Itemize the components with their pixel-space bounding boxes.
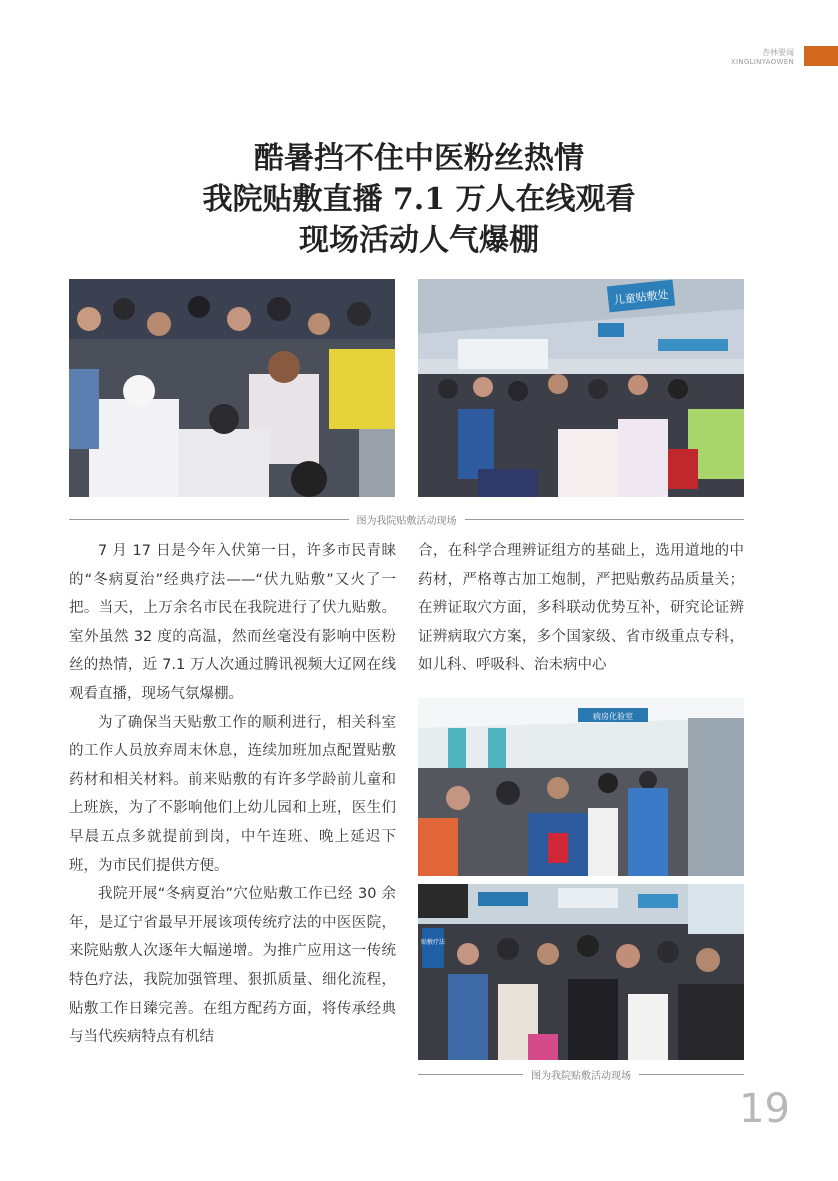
photo-caption-top (69, 511, 744, 527)
section-color-bar (804, 46, 838, 66)
caption-rule-left (69, 519, 349, 520)
photo-caption-bottom (418, 1066, 744, 1082)
lobby-banner: 贴敷疗法 (420, 939, 446, 946)
caption-rule-right (465, 519, 745, 520)
caption-text: 图为我院贴敷活动现场 (531, 1070, 631, 1082)
section-header (731, 48, 794, 67)
section-name-cn: 杏林要闻 (762, 48, 794, 57)
title-line-1: 酷暑挡不住中医粉丝热情 (254, 141, 584, 176)
article-body-right (418, 537, 744, 680)
article-body-left (69, 537, 396, 1052)
photo-crowd-nurses (69, 279, 395, 497)
paragraph-1: 7 月 17 日是今年入伏第一日，许多市民青睐的“冬病夏治”经典疗法——“伏九贴敷”又火了一把。当天，上万余名市民在我院进行了伏九贴敷。室外虽然 32 度的高温，然而丝毫没有影响中医粉丝的热情，近 7.1 万人次通过腾讯视频大辽网在线观看直播，现场气氛爆棚。 (69, 543, 396, 702)
photo-corridor-queue (418, 698, 744, 876)
paragraph-3: 我院开展“冬病夏治”穴位贴敷工作已经 30 余年，是辽宁省最早开展该项传统疗法的中医医院，来院贴敷人次逐年大幅递增。为推广应用这一传统特色疗法，我院加强管理、狠抓质量、细化流程，贴敷工作日臻完善。在组方配药方面，将传承经典与当代疾病特点有机结 (69, 886, 396, 1046)
paragraph-2: 为了确保当天贴敷工作的顺利进行，相关科室的工作人员放弃周末休息，连续加班加点配置贴敷药材和相关材料。前来贴敷的有许多学龄前儿童和上班族，为了不影响他们上幼儿园和上班，医生们早晨五点多就提前到岗，中午连班、晚上延迟下班，为市民们提供方便。 (69, 714, 396, 874)
section-name-en: XINGLINYAOWEN (730, 58, 794, 67)
corridor-sign: 病房化验室 (593, 712, 633, 721)
page-number: 19 (739, 1086, 790, 1132)
caption-rule-right (639, 1074, 744, 1075)
title-line-2: 我院贴敷直播 7.1 万人在线观看 (202, 182, 636, 217)
paragraph-4: 合，在科学合理辨证组方的基础上，选用道地的中药材，严格尊古加工炮制，严把贴敷药品质量关；在辨证取穴方面，多科联动优势互补，研究论证辨证辨病取穴方案，多个国家级、省市级重点专科，如儿科、呼吸科、治未病中心 (418, 543, 744, 674)
caption-text: 图为我院贴敷活动现场 (356, 515, 457, 527)
caption-rule-left (418, 1074, 523, 1075)
photo-children-clinic (418, 279, 744, 497)
article-title (0, 138, 838, 261)
photo-lobby-crowd (418, 884, 744, 1060)
clinic-sign: 儿童贴敷处 (613, 288, 670, 307)
title-line-3: 现场活动人气爆棚 (299, 223, 539, 258)
